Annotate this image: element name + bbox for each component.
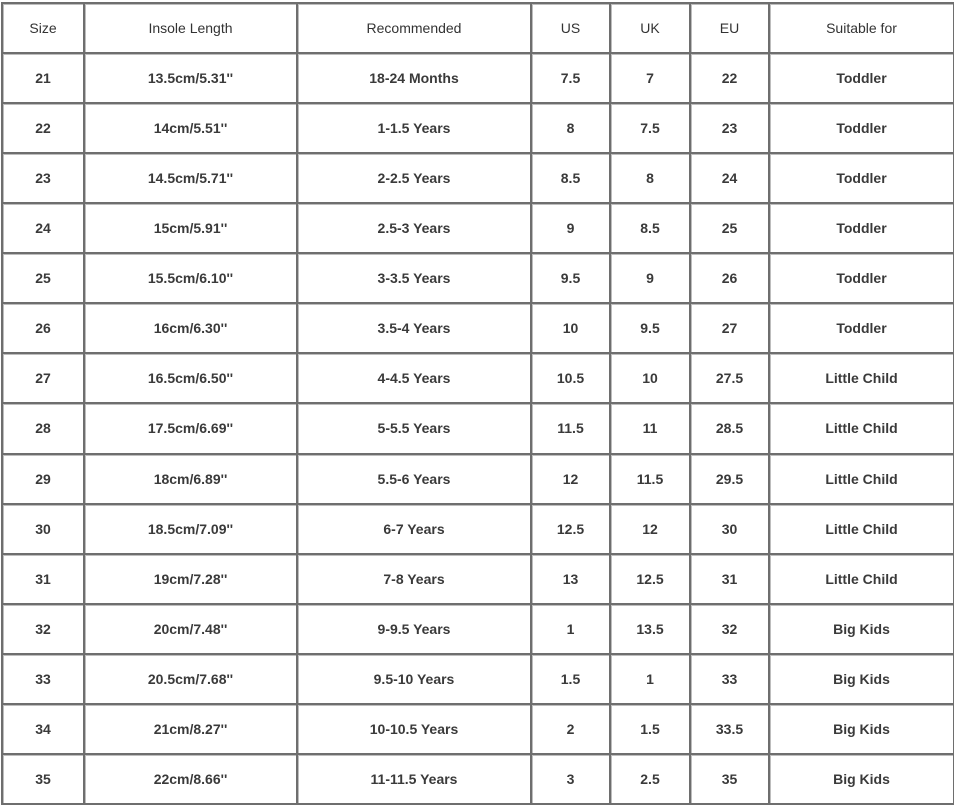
- cell-us: 9: [532, 204, 611, 254]
- cell-recommended: 1-1.5 Years: [298, 104, 532, 154]
- cell-size: 31: [3, 555, 85, 605]
- cell-suitable-for: Big Kids: [770, 755, 954, 805]
- cell-recommended: 18-24 Months: [298, 54, 532, 104]
- table-body: [3, 54, 954, 805]
- cell-suitable-for: Toddler: [770, 104, 954, 154]
- cell-size: 24: [3, 204, 85, 254]
- cell-size: 30: [3, 505, 85, 555]
- cell-recommended: 6-7 Years: [298, 505, 532, 555]
- cell-insole-length: 19cm/7.28'': [85, 555, 298, 605]
- cell-suitable-for: Little Child: [770, 354, 954, 404]
- cell-recommended: 9-9.5 Years: [298, 605, 532, 655]
- cell-insole-length: 15cm/5.91'': [85, 204, 298, 254]
- cell-eu: 26: [691, 254, 770, 304]
- cell-us: 9.5: [532, 254, 611, 304]
- table-row: [3, 655, 954, 705]
- cell-us: 8.5: [532, 154, 611, 204]
- cell-uk: 7: [611, 54, 691, 104]
- cell-us: 12: [532, 455, 611, 505]
- cell-uk: 10: [611, 354, 691, 404]
- cell-insole-length: 18cm/6.89'': [85, 455, 298, 505]
- cell-suitable-for: Big Kids: [770, 605, 954, 655]
- cell-recommended: 4-4.5 Years: [298, 354, 532, 404]
- header-insole-length: Insole Length: [85, 4, 298, 54]
- cell-uk: 8: [611, 154, 691, 204]
- size-chart-table: [1, 2, 954, 805]
- cell-size: 34: [3, 705, 85, 755]
- cell-recommended: 9.5-10 Years: [298, 655, 532, 705]
- header-us: US: [532, 4, 611, 54]
- table-row: [3, 755, 954, 805]
- cell-eu: 33.5: [691, 705, 770, 755]
- table-row: [3, 404, 954, 454]
- table-row: [3, 104, 954, 154]
- cell-insole-length: 16.5cm/6.50'': [85, 354, 298, 404]
- cell-recommended: 3.5-4 Years: [298, 304, 532, 354]
- table-row: [3, 555, 954, 605]
- cell-recommended: 10-10.5 Years: [298, 705, 532, 755]
- cell-us: 11.5: [532, 404, 611, 454]
- cell-eu: 28.5: [691, 404, 770, 454]
- cell-eu: 32: [691, 605, 770, 655]
- cell-suitable-for: Toddler: [770, 204, 954, 254]
- cell-suitable-for: Little Child: [770, 505, 954, 555]
- cell-size: 26: [3, 304, 85, 354]
- cell-eu: 27: [691, 304, 770, 354]
- cell-size: 28: [3, 404, 85, 454]
- cell-recommended: 2.5-3 Years: [298, 204, 532, 254]
- cell-size: 29: [3, 455, 85, 505]
- cell-uk: 9.5: [611, 304, 691, 354]
- cell-eu: 33: [691, 655, 770, 705]
- table-row: [3, 254, 954, 304]
- cell-recommended: 5.5-6 Years: [298, 455, 532, 505]
- cell-insole-length: 20cm/7.48'': [85, 605, 298, 655]
- cell-uk: 1.5: [611, 705, 691, 755]
- cell-uk: 1: [611, 655, 691, 705]
- cell-suitable-for: Big Kids: [770, 705, 954, 755]
- cell-insole-length: 14.5cm/5.71'': [85, 154, 298, 204]
- cell-size: 35: [3, 755, 85, 805]
- cell-recommended: 2-2.5 Years: [298, 154, 532, 204]
- cell-insole-length: 21cm/8.27'': [85, 705, 298, 755]
- table-row: [3, 54, 954, 104]
- cell-size: 25: [3, 254, 85, 304]
- cell-insole-length: 13.5cm/5.31'': [85, 54, 298, 104]
- cell-insole-length: 22cm/8.66'': [85, 755, 298, 805]
- cell-suitable-for: Little Child: [770, 555, 954, 605]
- header-uk: UK: [611, 4, 691, 54]
- cell-us: 10.5: [532, 354, 611, 404]
- cell-uk: 12: [611, 505, 691, 555]
- cell-us: 3: [532, 755, 611, 805]
- cell-eu: 35: [691, 755, 770, 805]
- header-size: Size: [3, 4, 85, 54]
- cell-uk: 11.5: [611, 455, 691, 505]
- cell-uk: 2.5: [611, 755, 691, 805]
- cell-recommended: 11-11.5 Years: [298, 755, 532, 805]
- cell-size: 21: [3, 54, 85, 104]
- cell-suitable-for: Toddler: [770, 54, 954, 104]
- table-row: [3, 304, 954, 354]
- table-row: [3, 605, 954, 655]
- cell-uk: 8.5: [611, 204, 691, 254]
- cell-size: 22: [3, 104, 85, 154]
- cell-recommended: 7-8 Years: [298, 555, 532, 605]
- cell-eu: 25: [691, 204, 770, 254]
- cell-insole-length: 14cm/5.51'': [85, 104, 298, 154]
- cell-uk: 7.5: [611, 104, 691, 154]
- cell-insole-length: 17.5cm/6.69'': [85, 404, 298, 454]
- cell-uk: 9: [611, 254, 691, 304]
- cell-eu: 31: [691, 555, 770, 605]
- cell-us: 1.5: [532, 655, 611, 705]
- cell-suitable-for: Toddler: [770, 304, 954, 354]
- cell-size: 23: [3, 154, 85, 204]
- table-row: [3, 204, 954, 254]
- table-row: [3, 705, 954, 755]
- header-recommended: Recommended: [298, 4, 532, 54]
- cell-insole-length: 15.5cm/6.10'': [85, 254, 298, 304]
- cell-eu: 22: [691, 54, 770, 104]
- cell-suitable-for: Little Child: [770, 404, 954, 454]
- table-row: [3, 154, 954, 204]
- cell-eu: 27.5: [691, 354, 770, 404]
- cell-uk: 13.5: [611, 605, 691, 655]
- cell-insole-length: 18.5cm/7.09'': [85, 505, 298, 555]
- cell-eu: 29.5: [691, 455, 770, 505]
- cell-eu: 24: [691, 154, 770, 204]
- cell-suitable-for: Toddler: [770, 154, 954, 204]
- table-row: [3, 354, 954, 404]
- cell-us: 12.5: [532, 505, 611, 555]
- cell-uk: 11: [611, 404, 691, 454]
- cell-eu: 23: [691, 104, 770, 154]
- cell-recommended: 3-3.5 Years: [298, 254, 532, 304]
- cell-us: 13: [532, 555, 611, 605]
- cell-eu: 30: [691, 505, 770, 555]
- cell-us: 2: [532, 705, 611, 755]
- cell-size: 32: [3, 605, 85, 655]
- cell-recommended: 5-5.5 Years: [298, 404, 532, 454]
- cell-suitable-for: Big Kids: [770, 655, 954, 705]
- cell-insole-length: 16cm/6.30'': [85, 304, 298, 354]
- cell-us: 1: [532, 605, 611, 655]
- cell-uk: 12.5: [611, 555, 691, 605]
- cell-suitable-for: Toddler: [770, 254, 954, 304]
- cell-size: 33: [3, 655, 85, 705]
- cell-us: 8: [532, 104, 611, 154]
- table-row: [3, 505, 954, 555]
- cell-insole-length: 20.5cm/7.68'': [85, 655, 298, 705]
- table-row: [3, 455, 954, 505]
- table-header-row: [3, 4, 954, 54]
- cell-us: 7.5: [532, 54, 611, 104]
- cell-size: 27: [3, 354, 85, 404]
- header-suitable-for: Suitable for: [770, 4, 954, 54]
- header-eu: EU: [691, 4, 770, 54]
- cell-us: 10: [532, 304, 611, 354]
- cell-suitable-for: Little Child: [770, 455, 954, 505]
